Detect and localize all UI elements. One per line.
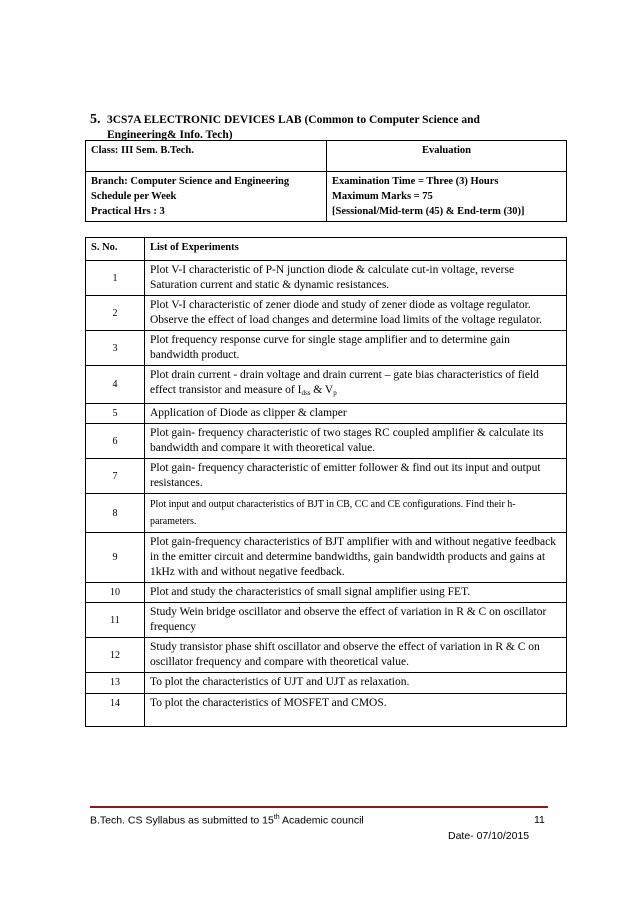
section-number: 5. [90, 112, 101, 127]
table-header-row [86, 238, 567, 261]
footer-rule [90, 806, 548, 808]
row-text: Plot frequency response curve for single stage amplifier and to determine gain bandwidth product. [145, 331, 567, 366]
row-text: To plot the characteristics of UJT and UJT as relaxation. [145, 673, 567, 694]
footer-superscript: th [273, 814, 280, 821]
marks-split-text: [Sessional/Mid-term (45) & End-term (30)] [332, 206, 525, 217]
row-number: 6 [86, 424, 145, 459]
row-text: Study Wein bridge oscillator and observe the effect of variation in R & C on oscillator frequency [145, 603, 567, 638]
practical-text: Practical Hrs : 3 [91, 206, 165, 217]
footer-caption-part: B.Tech. CS Syllabus as submitted to 15 [90, 814, 274, 827]
table-row [86, 603, 567, 638]
row-text: Plot V-I characteristic of P-N junction diode & calculate cut-in voltage, reverse Saturation current and static & dynamic resistances. [145, 261, 567, 296]
row-number: 13 [86, 673, 145, 694]
row-number: 8 [86, 494, 145, 533]
class-cell: Class: III Sem. B.Tech. [86, 141, 327, 172]
table-row [86, 366, 567, 404]
footer-caption [90, 814, 364, 827]
table-row [86, 638, 567, 673]
table-row [86, 533, 567, 583]
evaluation-header: Evaluation [327, 141, 567, 172]
table-row [86, 404, 567, 424]
row-text-part: & V [310, 384, 334, 396]
table-row [86, 331, 567, 366]
schedule-text: Schedule per Week [91, 191, 177, 202]
footer-date: Date- 07/10/2015 [448, 830, 530, 842]
table-row [86, 459, 567, 494]
course-info-table [85, 140, 567, 222]
table-row [86, 296, 567, 331]
row-text: Plot and study the characteristics of small signal amplifier using FET. [145, 583, 567, 603]
subscript-p: p [333, 389, 337, 397]
schedule-cell [86, 172, 327, 222]
row-text: Plot gain-frequency characteristics of BJT amplifier with and without negative feedback in the emitter circuit and determine bandwidths, gain bandwidth products and gains at 1kHz with and without negative feedback. [145, 533, 567, 583]
section-title-line1: 3CS7A ELECTRONIC DEVICES LAB (Common to Computer Science and [107, 114, 480, 126]
table-row [86, 694, 567, 727]
row-number: 4 [86, 366, 145, 404]
experiments-table [85, 237, 567, 727]
row-text: Plot gain- frequency characteristic of two stages RC coupled amplifier & calculate its bandwidth and compare it with theoretical value. [145, 424, 567, 459]
row-text: To plot the characteristics of MOSFET and CMOS. [145, 694, 567, 727]
branch-text: Branch: Computer Science and Engineering [91, 176, 290, 187]
row-number: 12 [86, 638, 145, 673]
list-header: List of Experiments [145, 238, 567, 261]
row-number: 2 [86, 296, 145, 331]
table-row [86, 261, 567, 296]
row-number: 14 [86, 694, 145, 727]
max-marks-text: Maximum Marks = 75 [332, 191, 433, 202]
row-number: 11 [86, 603, 145, 638]
row-text: Application of Diode as clipper & clamper [145, 404, 567, 424]
table-row [86, 494, 567, 533]
row-text: Plot gain- frequency characteristic of emitter follower & find out its input and output resistances. [145, 459, 567, 494]
footer-caption-part: Academic council [279, 814, 364, 827]
row-text-part: Plot drain current - drain voltage and drain current – gate bias characteristics of field effect transistor and measure of I [150, 369, 562, 396]
subscript-dss: dss [301, 389, 311, 397]
table-row [86, 673, 567, 694]
section-title-line2: Engineering& Info. Tech) [107, 129, 233, 141]
sno-header: S. No. [86, 238, 145, 261]
evaluation-cell [327, 172, 567, 222]
row-number: 3 [86, 331, 145, 366]
row-number: 9 [86, 533, 145, 583]
page-number: 11 [534, 814, 545, 826]
row-number: 7 [86, 459, 145, 494]
row-number: 10 [86, 583, 145, 603]
table-row [86, 424, 567, 459]
row-text: Plot input and output characteristics of BJT in CB, CC and CE configurations. Find their h-parameters. [145, 494, 567, 533]
section-heading [90, 112, 560, 143]
row-text [145, 366, 567, 404]
exam-time-text: Examination Time = Three (3) Hours [332, 176, 499, 187]
row-number: 5 [86, 404, 145, 424]
row-text: Plot V-I characteristic of zener diode and study of zener diode as voltage regulator. Observe the effect of load changes and determine load limits of the voltage regulator. [145, 296, 567, 331]
row-number: 1 [86, 261, 145, 296]
row-text: Study transistor phase shift oscillator and observe the effect of variation in R & C on oscillator frequency and compare with theoretical value. [145, 638, 567, 673]
table-row [86, 583, 567, 603]
